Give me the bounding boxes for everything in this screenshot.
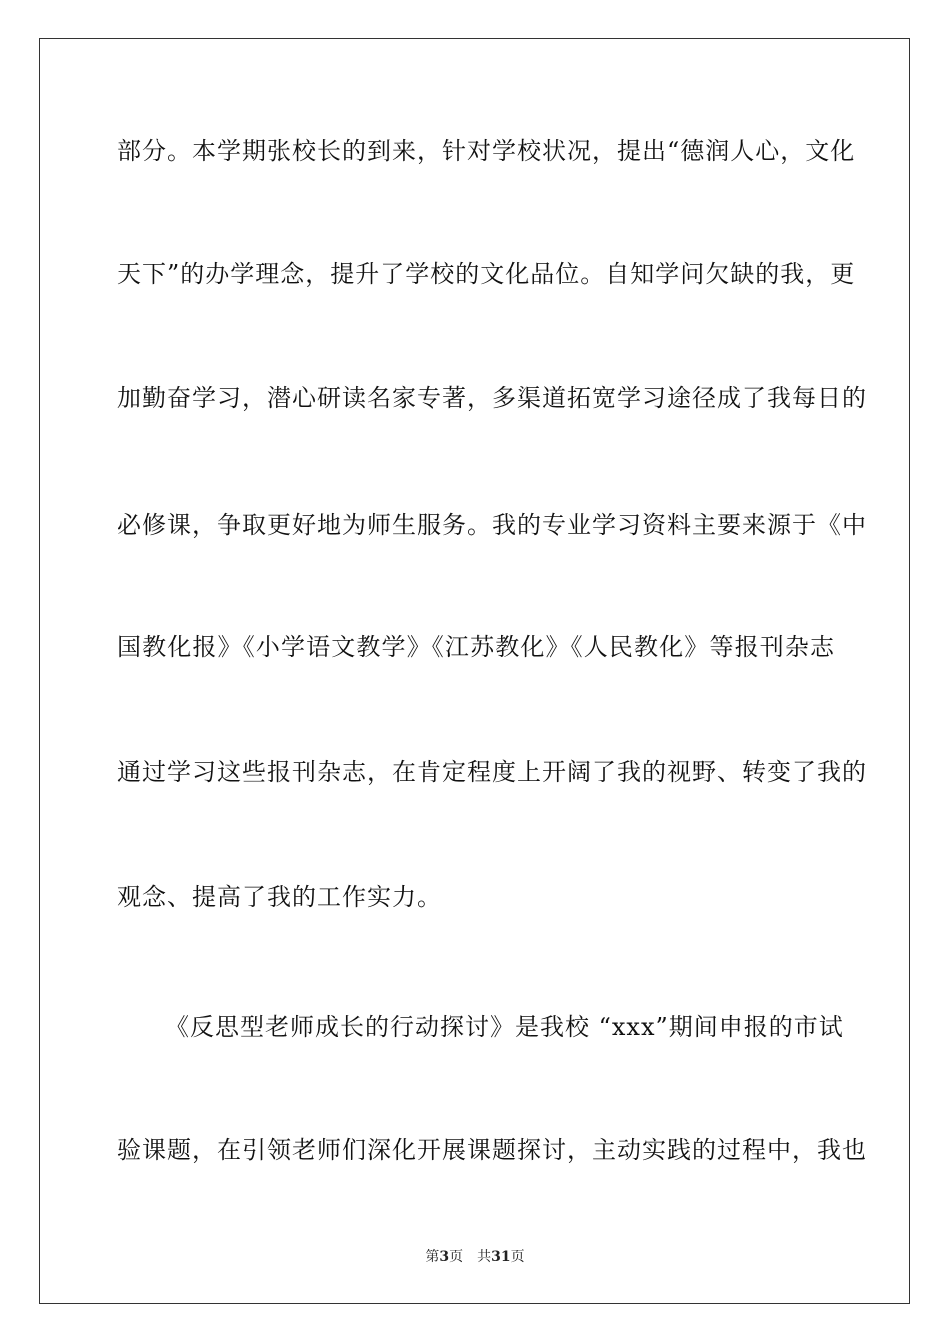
body-text-line: 天下”的办学理念，提升了学校的文化品位。自知学问欠缺的我，更 (117, 260, 856, 288)
body-text-line: 观念、提高了我的工作实力。 (117, 883, 442, 911)
body-text-line: 验课题，在引领老师们深化开展课题探讨，主动实践的过程中，我也 (117, 1136, 867, 1164)
page-border (39, 38, 910, 1304)
page-suffix: 页 (449, 1249, 464, 1265)
body-text-line: 加勤奋学习，潜心研读名家专著，多渠道拓宽学习途径成了我每日的 (117, 384, 867, 412)
page-footer (0, 1247, 950, 1267)
total-pages: 31 (491, 1249, 511, 1265)
body-text-line: 部分。本学期张校长的到来，针对学校状况，提出“德润人心，文化 (117, 137, 856, 165)
total-prefix: 共 (477, 1249, 492, 1265)
body-text-line: 通过学习这些报刊杂志，在肯定程度上开阔了我的视野、转变了我的 (117, 758, 867, 786)
page-prefix: 第 (425, 1249, 440, 1265)
page-number: 3 (439, 1249, 450, 1265)
body-text-line: 必修课，争取更好地为师生服务。我的专业学习资料主要来源于《中 (117, 511, 867, 539)
body-text-line: 国教化报》《小学语文教学》《江苏教化》《人民教化》等报刊杂志 (117, 633, 835, 661)
paragraph-first-line: 《反思型老师成长的行动探讨》是我校 “xxx”期间申报的市试 (165, 1013, 844, 1041)
total-suffix: 页 (510, 1249, 525, 1265)
